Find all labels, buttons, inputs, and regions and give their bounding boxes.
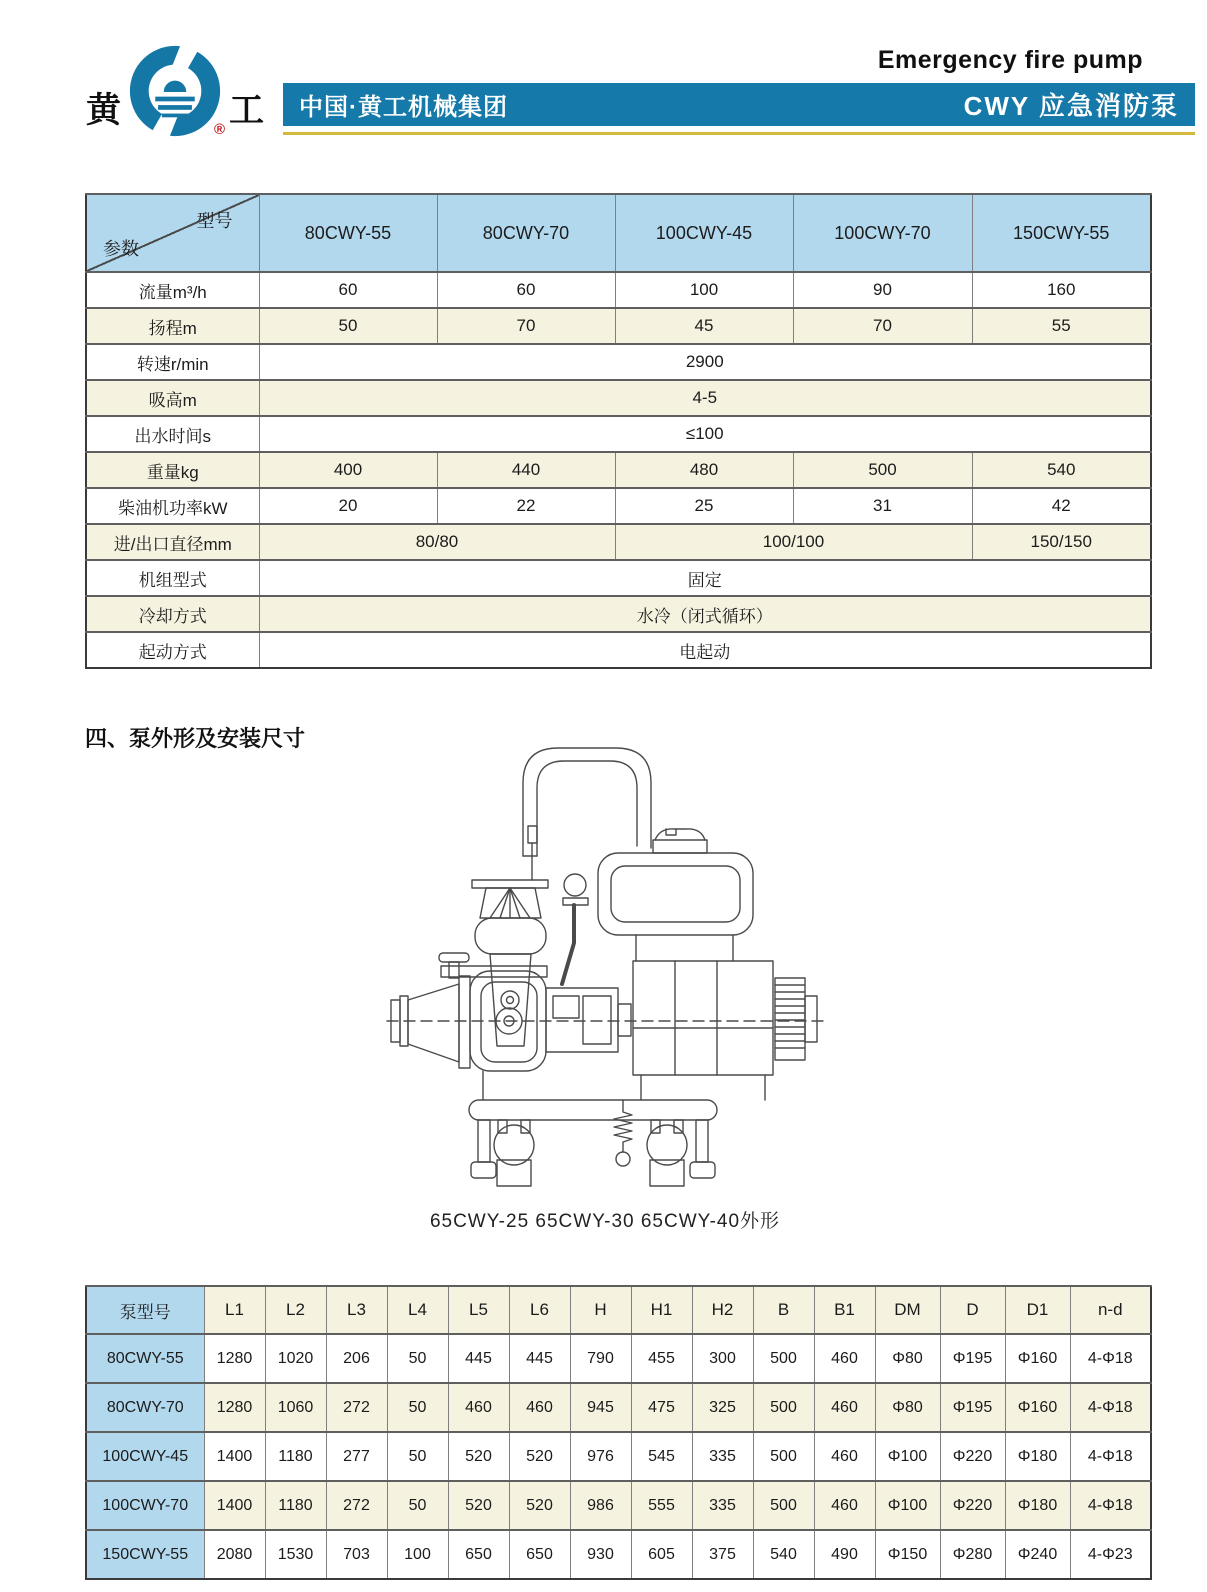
pump-model-cell: 80CWY-55 [86,1334,204,1383]
dim-value-cell: 272 [326,1481,387,1530]
spec-corner-cell [86,194,259,272]
parameter-label: 流量m³/h [86,272,259,308]
dim-value-cell: 1060 [265,1383,326,1432]
dim-value-cell: 790 [570,1334,631,1383]
dim-value-cell: 335 [692,1432,753,1481]
parameter-label: 进/出口直径mm [86,524,259,560]
dim-value-cell: 100 [387,1530,448,1579]
spec-table-row [86,452,1151,488]
dim-header-row [86,1286,1151,1334]
parameter-label: 机组型式 [86,560,259,596]
dim-table-row [86,1383,1151,1432]
spec-value-cell: 440 [437,452,615,488]
dim-value-cell: 555 [631,1481,692,1530]
company-name: 中国·黄工机械集团 [299,94,508,121]
dim-value-cell: 520 [448,1481,509,1530]
spec-value-cell: 20 [259,488,437,524]
dim-value-cell: 272 [326,1383,387,1432]
dim-value-cell: 1180 [265,1432,326,1481]
spec-value-cell: 电起动 [259,632,1151,668]
pump-model-cell: 100CWY-45 [86,1432,204,1481]
logo-char-gong: 工 [229,91,265,130]
dim-value-cell: 455 [631,1334,692,1383]
product-title-cn: CWY 应急消防泵 [963,91,1179,121]
dim-value-cell: 375 [692,1530,753,1579]
pump-outline-drawing [383,728,833,1198]
dim-table-row [86,1530,1151,1579]
spec-value-cell: 4-5 [259,380,1151,416]
parameter-label: 出水时间s [86,416,259,452]
parameter-label: 重量kg [86,452,259,488]
dim-value-cell: 545 [631,1432,692,1481]
dim-value-cell: 4-Φ18 [1070,1432,1151,1481]
spec-table-row [86,308,1151,344]
logo-char-huang: 黄 [86,91,122,130]
spec-value-cell: 80/80 [259,524,615,560]
dim-value-cell: 4-Φ18 [1070,1383,1151,1432]
dim-value-cell: 703 [326,1530,387,1579]
dim-column-header: n-d [1070,1286,1151,1334]
spec-value-cell: ≤100 [259,416,1151,452]
dim-value-cell: 500 [753,1432,814,1481]
dim-table-row [86,1334,1151,1383]
spec-value-cell: 45 [615,308,793,344]
spec-table-row [86,632,1151,668]
spec-value-cell: 60 [259,272,437,308]
spec-value-cell: 25 [615,488,793,524]
dim-value-cell: 1280 [204,1334,265,1383]
dim-value-cell: 460 [509,1383,570,1432]
parameter-label: 起动方式 [86,632,259,668]
parameter-label: 转速r/min [86,344,259,380]
spec-table-row [86,272,1151,308]
dim-value-cell: 605 [631,1530,692,1579]
dim-value-cell: Φ160 [1005,1334,1070,1383]
pump-model-cell: 150CWY-55 [86,1530,204,1579]
dim-value-cell: 650 [509,1530,570,1579]
dim-column-header: B1 [814,1286,875,1334]
spec-value-cell: 水冷（闭式循环） [259,596,1151,632]
dim-value-cell: 1400 [204,1481,265,1530]
dim-value-cell: 520 [509,1432,570,1481]
spec-value-cell: 42 [972,488,1151,524]
dim-value-cell: Φ100 [875,1432,940,1481]
dim-table-row [86,1432,1151,1481]
model-column-header: 80CWY-70 [437,194,615,272]
dim-column-header: H1 [631,1286,692,1334]
spec-value-cell: 400 [259,452,437,488]
parameter-label: 柴油机功率kW [86,488,259,524]
spec-value-cell: 100 [615,272,793,308]
dim-table-row [86,1481,1151,1530]
dim-value-cell: 1530 [265,1530,326,1579]
product-title-en: Emergency fire pump [877,46,1143,74]
parameter-label: 扬程m [86,308,259,344]
dim-column-header: L1 [204,1286,265,1334]
dim-value-cell: 650 [448,1530,509,1579]
dim-value-cell: 460 [814,1432,875,1481]
spec-value-cell: 固定 [259,560,1151,596]
pump-figure [383,728,833,1198]
spec-value-cell: 500 [793,452,972,488]
dim-value-cell: Φ150 [875,1530,940,1579]
dim-column-header: 泵型号 [86,1286,204,1334]
dim-value-cell: 50 [387,1481,448,1530]
dim-value-cell: 4-Φ18 [1070,1481,1151,1530]
dim-value-cell: Φ160 [1005,1383,1070,1432]
dim-value-cell: 277 [326,1432,387,1481]
dim-column-header: D1 [1005,1286,1070,1334]
registered-trademark-icon: ® [214,121,226,138]
dim-column-header: D [940,1286,1005,1334]
dim-value-cell: 1020 [265,1334,326,1383]
figure-caption: 65CWY-25 65CWY-30 65CWY-40外形 [429,1211,781,1232]
dim-value-cell: 50 [387,1432,448,1481]
spec-value-cell: 100/100 [615,524,972,560]
dim-value-cell: 460 [814,1334,875,1383]
dim-value-cell: 335 [692,1481,753,1530]
dim-value-cell: 460 [814,1481,875,1530]
spec-table-row [86,344,1151,380]
parameter-label: 冷却方式 [86,596,259,632]
dim-value-cell: Φ220 [940,1432,1005,1481]
dim-value-cell: 50 [387,1383,448,1432]
dim-column-header: L3 [326,1286,387,1334]
dim-column-header: L6 [509,1286,570,1334]
spec-value-cell: 22 [437,488,615,524]
spec-table-row [86,560,1151,596]
spec-value-cell: 540 [972,452,1151,488]
dim-value-cell: Φ80 [875,1334,940,1383]
gold-divider [283,132,1195,135]
pump-model-cell: 80CWY-70 [86,1383,204,1432]
spec-header-row [86,194,1151,272]
huanggong-logo-icon [128,44,222,138]
dimension-table [85,1285,1152,1580]
dim-value-cell: 475 [631,1383,692,1432]
dim-column-header: L2 [265,1286,326,1334]
dim-value-cell: 930 [570,1530,631,1579]
dim-value-cell: 300 [692,1334,753,1383]
pump-model-cell: 100CWY-70 [86,1481,204,1530]
dim-value-cell: 500 [753,1334,814,1383]
dim-value-cell: 520 [509,1481,570,1530]
spec-table-row [86,380,1151,416]
spec-value-cell: 160 [972,272,1151,308]
section-title: 四、泵外形及安装尺寸 [85,726,306,751]
spec-value-cell: 50 [259,308,437,344]
dim-value-cell: 500 [753,1481,814,1530]
spec-table [85,193,1152,669]
spec-value-cell: 480 [615,452,793,488]
dim-column-header: DM [875,1286,940,1334]
dim-column-header: H [570,1286,631,1334]
model-column-header: 100CWY-70 [793,194,972,272]
brand-banner [283,83,1195,126]
dim-value-cell: 1180 [265,1481,326,1530]
model-column-header: 80CWY-55 [259,194,437,272]
dim-value-cell: Φ220 [940,1481,1005,1530]
dim-value-cell: 460 [448,1383,509,1432]
spec-value-cell: 70 [793,308,972,344]
dim-column-header: H2 [692,1286,753,1334]
dim-value-cell: Φ180 [1005,1432,1070,1481]
spec-value-cell: 150/150 [972,524,1151,560]
dim-value-cell: 976 [570,1432,631,1481]
corner-label-model: 型号 [196,211,233,231]
dim-column-header: L5 [448,1286,509,1334]
spec-value-cell: 70 [437,308,615,344]
dim-value-cell: 4-Φ23 [1070,1530,1151,1579]
dim-value-cell: 490 [814,1530,875,1579]
dim-value-cell: 445 [448,1334,509,1383]
model-column-header: 150CWY-55 [972,194,1151,272]
dim-value-cell: 986 [570,1481,631,1530]
spec-table-row [86,488,1151,524]
dim-value-cell: 4-Φ18 [1070,1334,1151,1383]
dim-column-header: B [753,1286,814,1334]
dim-value-cell: 1280 [204,1383,265,1432]
spec-table-row [86,416,1151,452]
dim-value-cell: Φ195 [940,1334,1005,1383]
dim-value-cell: 500 [753,1383,814,1432]
parameter-label: 吸高m [86,380,259,416]
spec-table-row [86,524,1151,560]
corner-label-parameter: 参数 [103,239,139,259]
dim-value-cell: Φ280 [940,1530,1005,1579]
dim-value-cell: Φ240 [1005,1530,1070,1579]
spec-value-cell: 90 [793,272,972,308]
dim-value-cell: 460 [814,1383,875,1432]
spec-value-cell: 31 [793,488,972,524]
dim-value-cell: 1400 [204,1432,265,1481]
dim-value-cell: 50 [387,1334,448,1383]
dim-value-cell: 520 [448,1432,509,1481]
dim-value-cell: 540 [753,1530,814,1579]
dim-value-cell: Φ80 [875,1383,940,1432]
spec-table-row [86,596,1151,632]
dim-value-cell: Φ100 [875,1481,940,1530]
dim-value-cell: 325 [692,1383,753,1432]
dim-value-cell: 206 [326,1334,387,1383]
dim-value-cell: 2080 [204,1530,265,1579]
dim-value-cell: Φ180 [1005,1481,1070,1530]
dim-value-cell: 445 [509,1334,570,1383]
dim-column-header: L4 [387,1286,448,1334]
model-column-header: 100CWY-45 [615,194,793,272]
dim-value-cell: Φ195 [940,1383,1005,1432]
spec-value-cell: 60 [437,272,615,308]
spec-value-cell: 2900 [259,344,1151,380]
dim-value-cell: 945 [570,1383,631,1432]
spec-value-cell: 55 [972,308,1151,344]
